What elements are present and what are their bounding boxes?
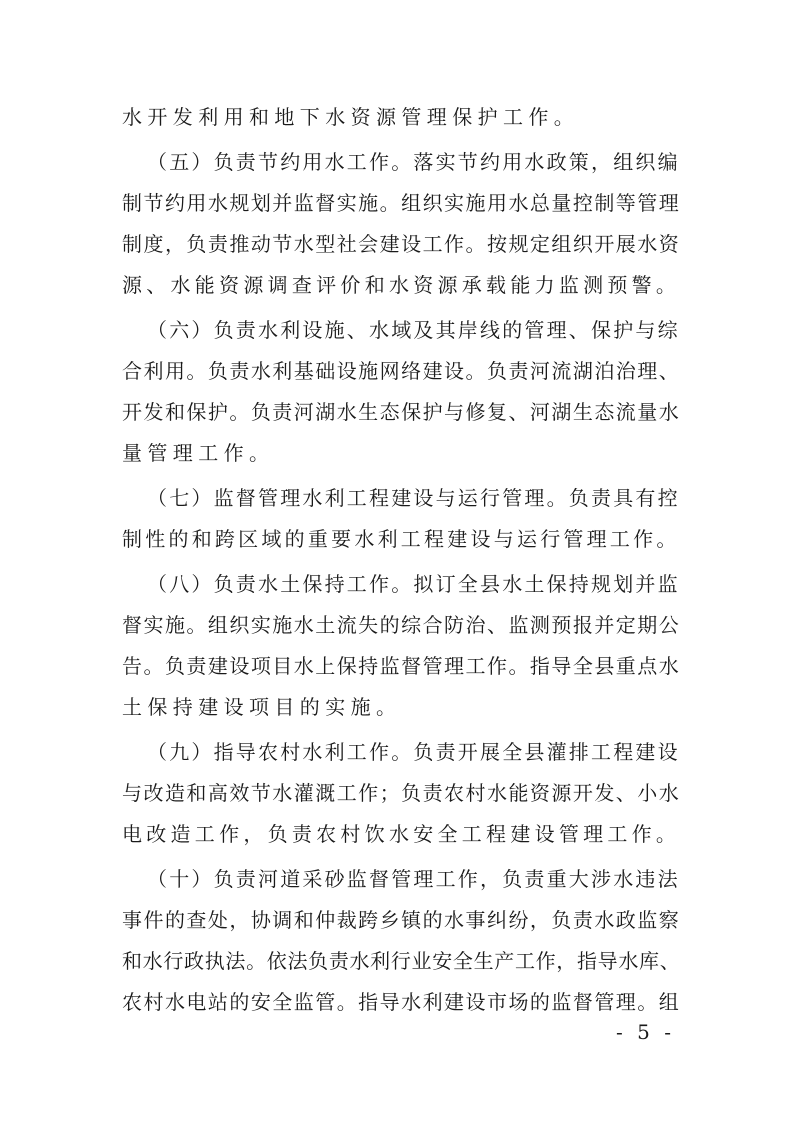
- line-text: （八）负责水土保持工作。拟订全县水土保持规划并监: [147, 572, 680, 596]
- line-text: 量管理工作。: [122, 441, 275, 465]
- line-text: （五）负责节约用水工作。落实节约用水政策，组织编: [147, 150, 680, 174]
- line-text: 告。负责建设项目水上保持监督管理工作。指导全县重点水: [122, 654, 681, 678]
- page-number: - 5 -: [616, 1020, 675, 1044]
- line-text: 与改造和高效节水灌溉工作；负责农村水能资源开发、小水: [122, 781, 681, 805]
- line-text: 水开发利用和地下水资源管理保护工作。: [122, 105, 580, 129]
- line-text: 源、水能资源调查评价和水资源承载能力监测预警。: [122, 273, 681, 297]
- line-text: 制性的和跨区域的重要水利工程建设与运行管理工作。: [122, 527, 680, 551]
- line-text: 电改造工作，负责农村饮水安全工程建设管理工作。: [122, 822, 681, 846]
- line-text: 合利用。负责水利基础设施网络建设。负责河流湖泊治理、: [122, 359, 681, 383]
- line-text: 和水行政执法。依法负责水利行业安全生产工作，指导水库、: [122, 949, 681, 973]
- line-text: 督实施。组织实施水土流失的综合防治、监测预报并定期公: [122, 613, 681, 637]
- line-text: 农村水电站的安全监管。指导水利建设市场的监督管理。组: [122, 990, 681, 1014]
- line-text: （六）负责水利设施、水域及其岸线的管理、保护与综: [147, 318, 680, 342]
- line-text: （七）监督管理水利工程建设与运行管理。负责具有控: [147, 486, 680, 510]
- line-text: 土保持建设项目的实施。: [122, 695, 402, 719]
- line-text: 开发和保护。负责河湖水生态保护与修复、河湖生态流量水: [122, 400, 681, 424]
- line-text: （十）负责河道采砂监督管理工作，负责重大涉水违法: [147, 867, 680, 891]
- line-text: 事件的查处，协调和仲裁跨乡镇的水事纠纷，负责水政监察: [122, 908, 681, 932]
- line-text: 制度，负责推动节水型社会建设工作。按规定组织开展水资: [122, 232, 681, 256]
- line-text: （九）指导农村水利工作。负责开展全县灌排工程建设: [147, 740, 680, 764]
- line-text: 制节约用水规划并监督实施。组织实施用水总量控制等管理: [122, 191, 681, 215]
